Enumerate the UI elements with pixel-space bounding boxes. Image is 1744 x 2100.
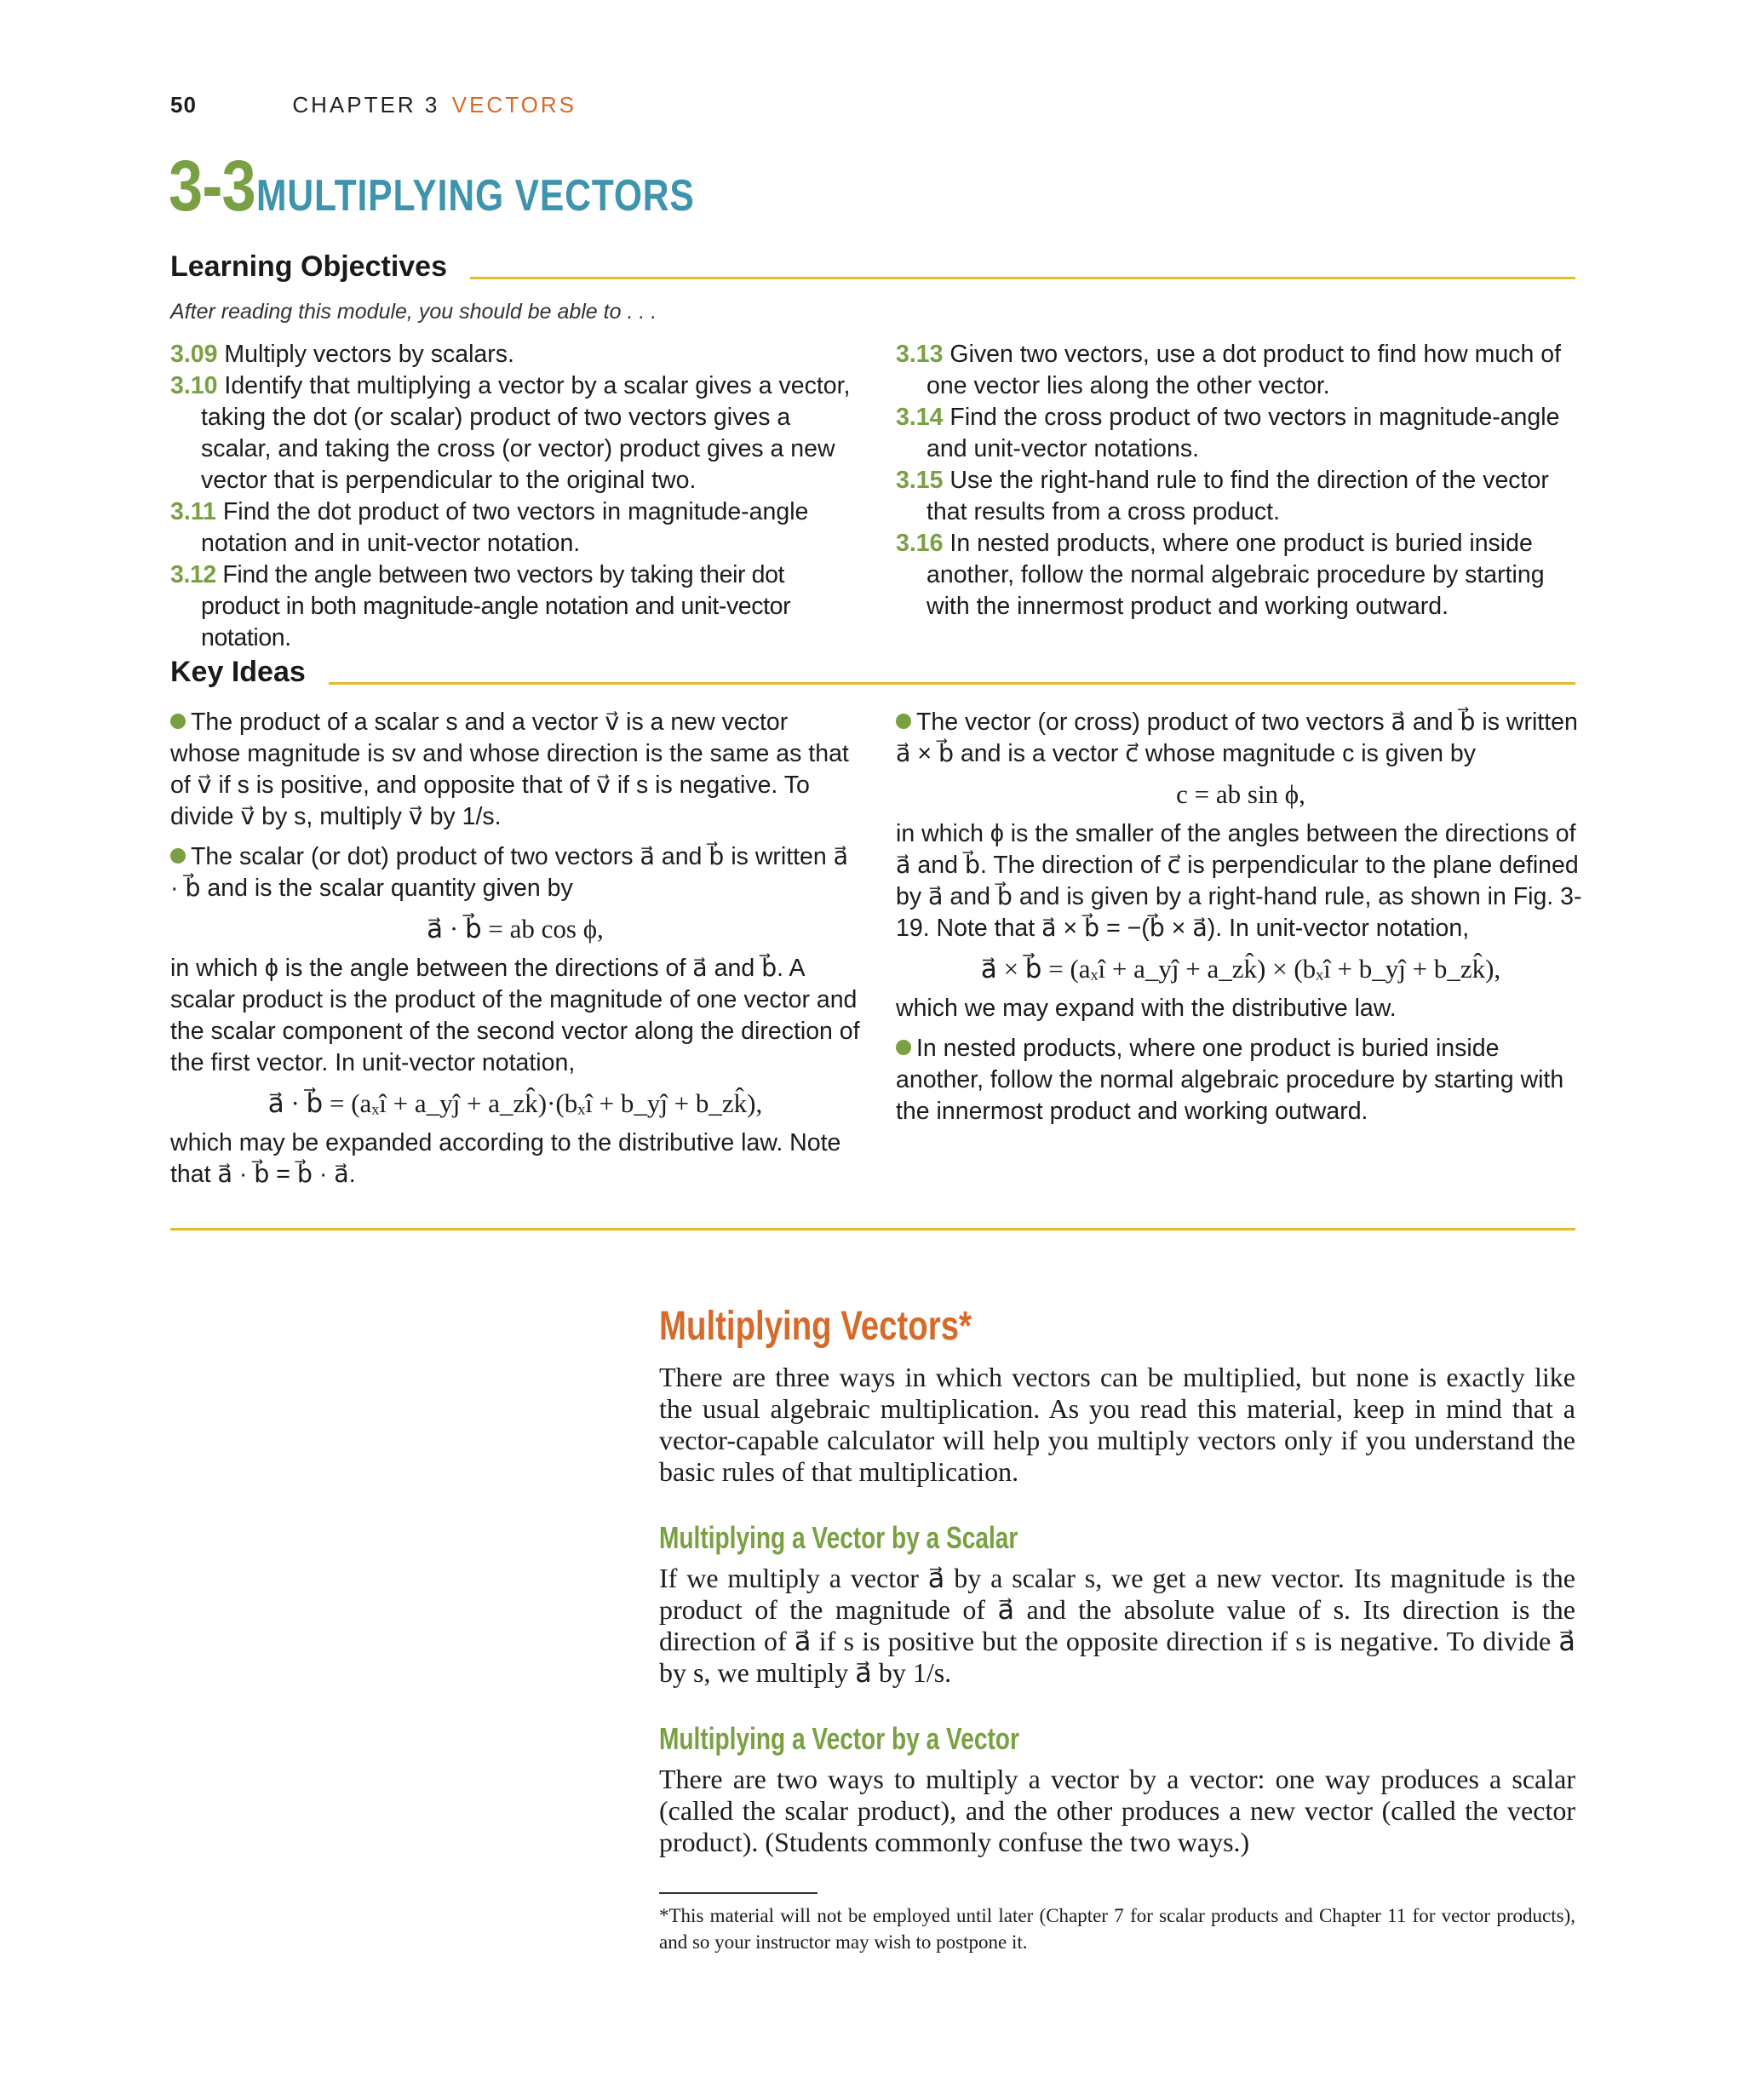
key-idea-cross-product (896, 707, 1586, 770)
section-number: 3-3 (169, 146, 255, 226)
paragraph-vector-by-vector: There are two ways to multiply a vector by a vector: one way produces a scalar (called the scalar product), and the other produces a new vector (called the vector product). (Students commonly confuse the two ways.) (659, 1764, 1575, 1857)
key-idea-text: in which ϕ is the angle between the directions of a⃗ and b⃗. A scalar product is the product of the magnitude of one vector and the scalar component of the second vector along the direction of the first vector. In unit-vector notation, (170, 955, 860, 1076)
key-idea-text: The vector (or cross) product of two vectors a⃗ and b⃗ is written a⃗ × b⃗ and is a vector c⃗ whose magnitude c is given by (896, 709, 1578, 767)
key-ideas-heading: Key Ideas (170, 656, 323, 689)
objective-item (170, 559, 856, 654)
key-idea-text: which we may expand with the distributive law. (896, 995, 1397, 1022)
body-column (659, 1303, 1575, 1955)
bullet-icon (896, 714, 911, 729)
key-ideas-bottom-rule (170, 1228, 1575, 1231)
bullet-icon (896, 1040, 911, 1055)
learning-objectives-rule (470, 277, 1575, 279)
objective-text: Use the right-hand rule to find the direction of the vector that results from a cross product. (926, 467, 1549, 525)
objective-item (170, 370, 856, 496)
objective-number: 3.13 (896, 341, 944, 368)
objective-item (170, 339, 856, 370)
subheading-vector-by-vector: Multiplying a Vector by a Vector (659, 1721, 1019, 1756)
objective-text: Find the cross product of two vectors in magnitude-angle and unit-vector notations. (926, 404, 1560, 462)
key-idea-text: The product of a scalar s and a vector v⃗ is a new vector whose magnitude is sv and whose direction is the same as that of v⃗ if s is positive, and opposite that of v⃗ if s is negative. To divide v⃗ by s, multiply v⃗ by 1/s. (170, 709, 849, 830)
equation-dot-product: a⃗ · b⃗ = ab cos ϕ, (427, 914, 604, 944)
key-idea-text: which may be expanded according to the distributive law. Note that a⃗ · b⃗ = b⃗ · a⃗. (170, 1129, 841, 1188)
key-ideas-left-column (170, 707, 860, 1191)
objective-number: 3.16 (896, 530, 944, 557)
section-heading (169, 145, 791, 227)
objective-item (896, 402, 1581, 465)
equation-cross-magnitude: c = ab sin ϕ, (1176, 779, 1305, 809)
key-idea-text: in which ϕ is the smaller of the angles between the directions of a⃗ and b⃗. The direction of c⃗ is perpendicular to the plane defined by a⃗ and b⃗ and is given by a right-hand rule, as shown in Fig. 3-19. Note that a⃗ × b⃗ = −(b⃗ × a⃗). In unit-vector notation, (896, 820, 1582, 942)
objective-item (896, 465, 1581, 528)
key-ideas-header (170, 656, 1575, 693)
objective-item (896, 528, 1581, 623)
objective-number: 3.15 (896, 467, 944, 494)
learning-objectives-header (170, 250, 1575, 288)
objective-number: 3.09 (170, 341, 218, 368)
chapter-title: VECTORS (451, 92, 577, 118)
running-head (170, 92, 1575, 126)
equation-dot-unit-vector: a⃗ · b⃗ = (aₓî + a_yĵ + a_zk̂)·(bₓî + b_yĵ + b_zk̂), (267, 1088, 763, 1118)
page-number: 50 (170, 92, 197, 118)
objective-number: 3.14 (896, 404, 944, 431)
key-ideas-rule (329, 682, 1575, 685)
objective-number: 3.10 (170, 372, 218, 399)
objective-number: 3.11 (170, 498, 216, 525)
footnote: *This material will not be employed until later (Chapter 7 for scalar products and Chapter 11 for vector products), and so your instructor may wish to postpone it. (659, 1905, 1575, 1953)
objectives-left-column (170, 339, 856, 654)
objectives-right-column (896, 339, 1581, 623)
objective-text: Find the angle between two vectors by taking their dot product in both magnitude-angle notation and unit-vector notation. (201, 561, 791, 651)
objective-number: 3.12 (170, 561, 216, 588)
equation-cross-unit-vector: a⃗ × b⃗ = (aₓî + a_yĵ + a_zk̂) × (bₓî + b_yĵ + b_zk̂), (980, 954, 1501, 984)
key-idea-text: In nested products, where one product is buried inside another, follow the normal algebraic procedure by starting with the innermost product and working outward. (896, 1035, 1564, 1125)
objective-item (896, 339, 1581, 402)
objective-text: Multiply vectors by scalars. (224, 341, 514, 368)
main-heading: Multiplying Vectors* (659, 1304, 972, 1349)
learning-objectives-intro: After reading this module, you should be able to . . . (170, 300, 657, 324)
objective-text: Identify that multiplying a vector by a scalar gives a vector, taking the dot (or scalar) product of two vectors gives a scalar, and taking the cross (or vector) product gives a new vector that is perpendicular to the original two. (201, 372, 851, 494)
key-idea-scalar-multiplication (170, 707, 860, 833)
key-ideas-right-column (896, 707, 1586, 1127)
bullet-icon (170, 848, 186, 864)
objective-text: Find the dot product of two vectors in magnitude-angle notation and in unit-vector notation. (201, 498, 809, 557)
key-idea-nested-products (896, 1033, 1586, 1127)
chapter-label: CHAPTER 3 (292, 92, 440, 118)
objective-item (170, 496, 856, 559)
key-idea-dot-product (170, 841, 860, 904)
learning-objectives-heading: Learning Objectives (170, 250, 464, 284)
key-idea-text: The scalar (or dot) product of two vectors a⃗ and b⃗ is written a⃗ · b⃗ and is the scalar quantity given by (170, 843, 849, 902)
paragraph-vector-by-scalar: If we multiply a vector a⃗ by a scalar s, we get a new vector. Its magnitude is the product of the magnitude of a⃗ and the absolute value of s. Its direction is the direction of a⃗ if s is positive but the opposite direction if s is negative. To divide a⃗ by s, we multiply a⃗ by 1/s. (659, 1563, 1575, 1688)
objective-text: In nested products, where one product is buried inside another, follow the normal algebraic procedure by starting with the innermost product and working outward. (926, 530, 1545, 620)
subheading-vector-by-scalar: Multiplying a Vector by a Scalar (659, 1520, 1018, 1555)
intro-paragraph: There are three ways in which vectors can be multiplied, but none is exactly like the usual algebraic multiplication. As you read this material, keep in mind that a vector-capable calculator will help you multiply vectors only if you understand the basic rules of that multiplication. (659, 1362, 1575, 1487)
objective-text: Given two vectors, use a dot product to find how much of one vector lies along the other vector. (926, 341, 1562, 399)
footnote-rule (659, 1892, 818, 1894)
section-title: MULTIPLYING VECTORS (255, 171, 695, 221)
bullet-icon (170, 714, 186, 729)
